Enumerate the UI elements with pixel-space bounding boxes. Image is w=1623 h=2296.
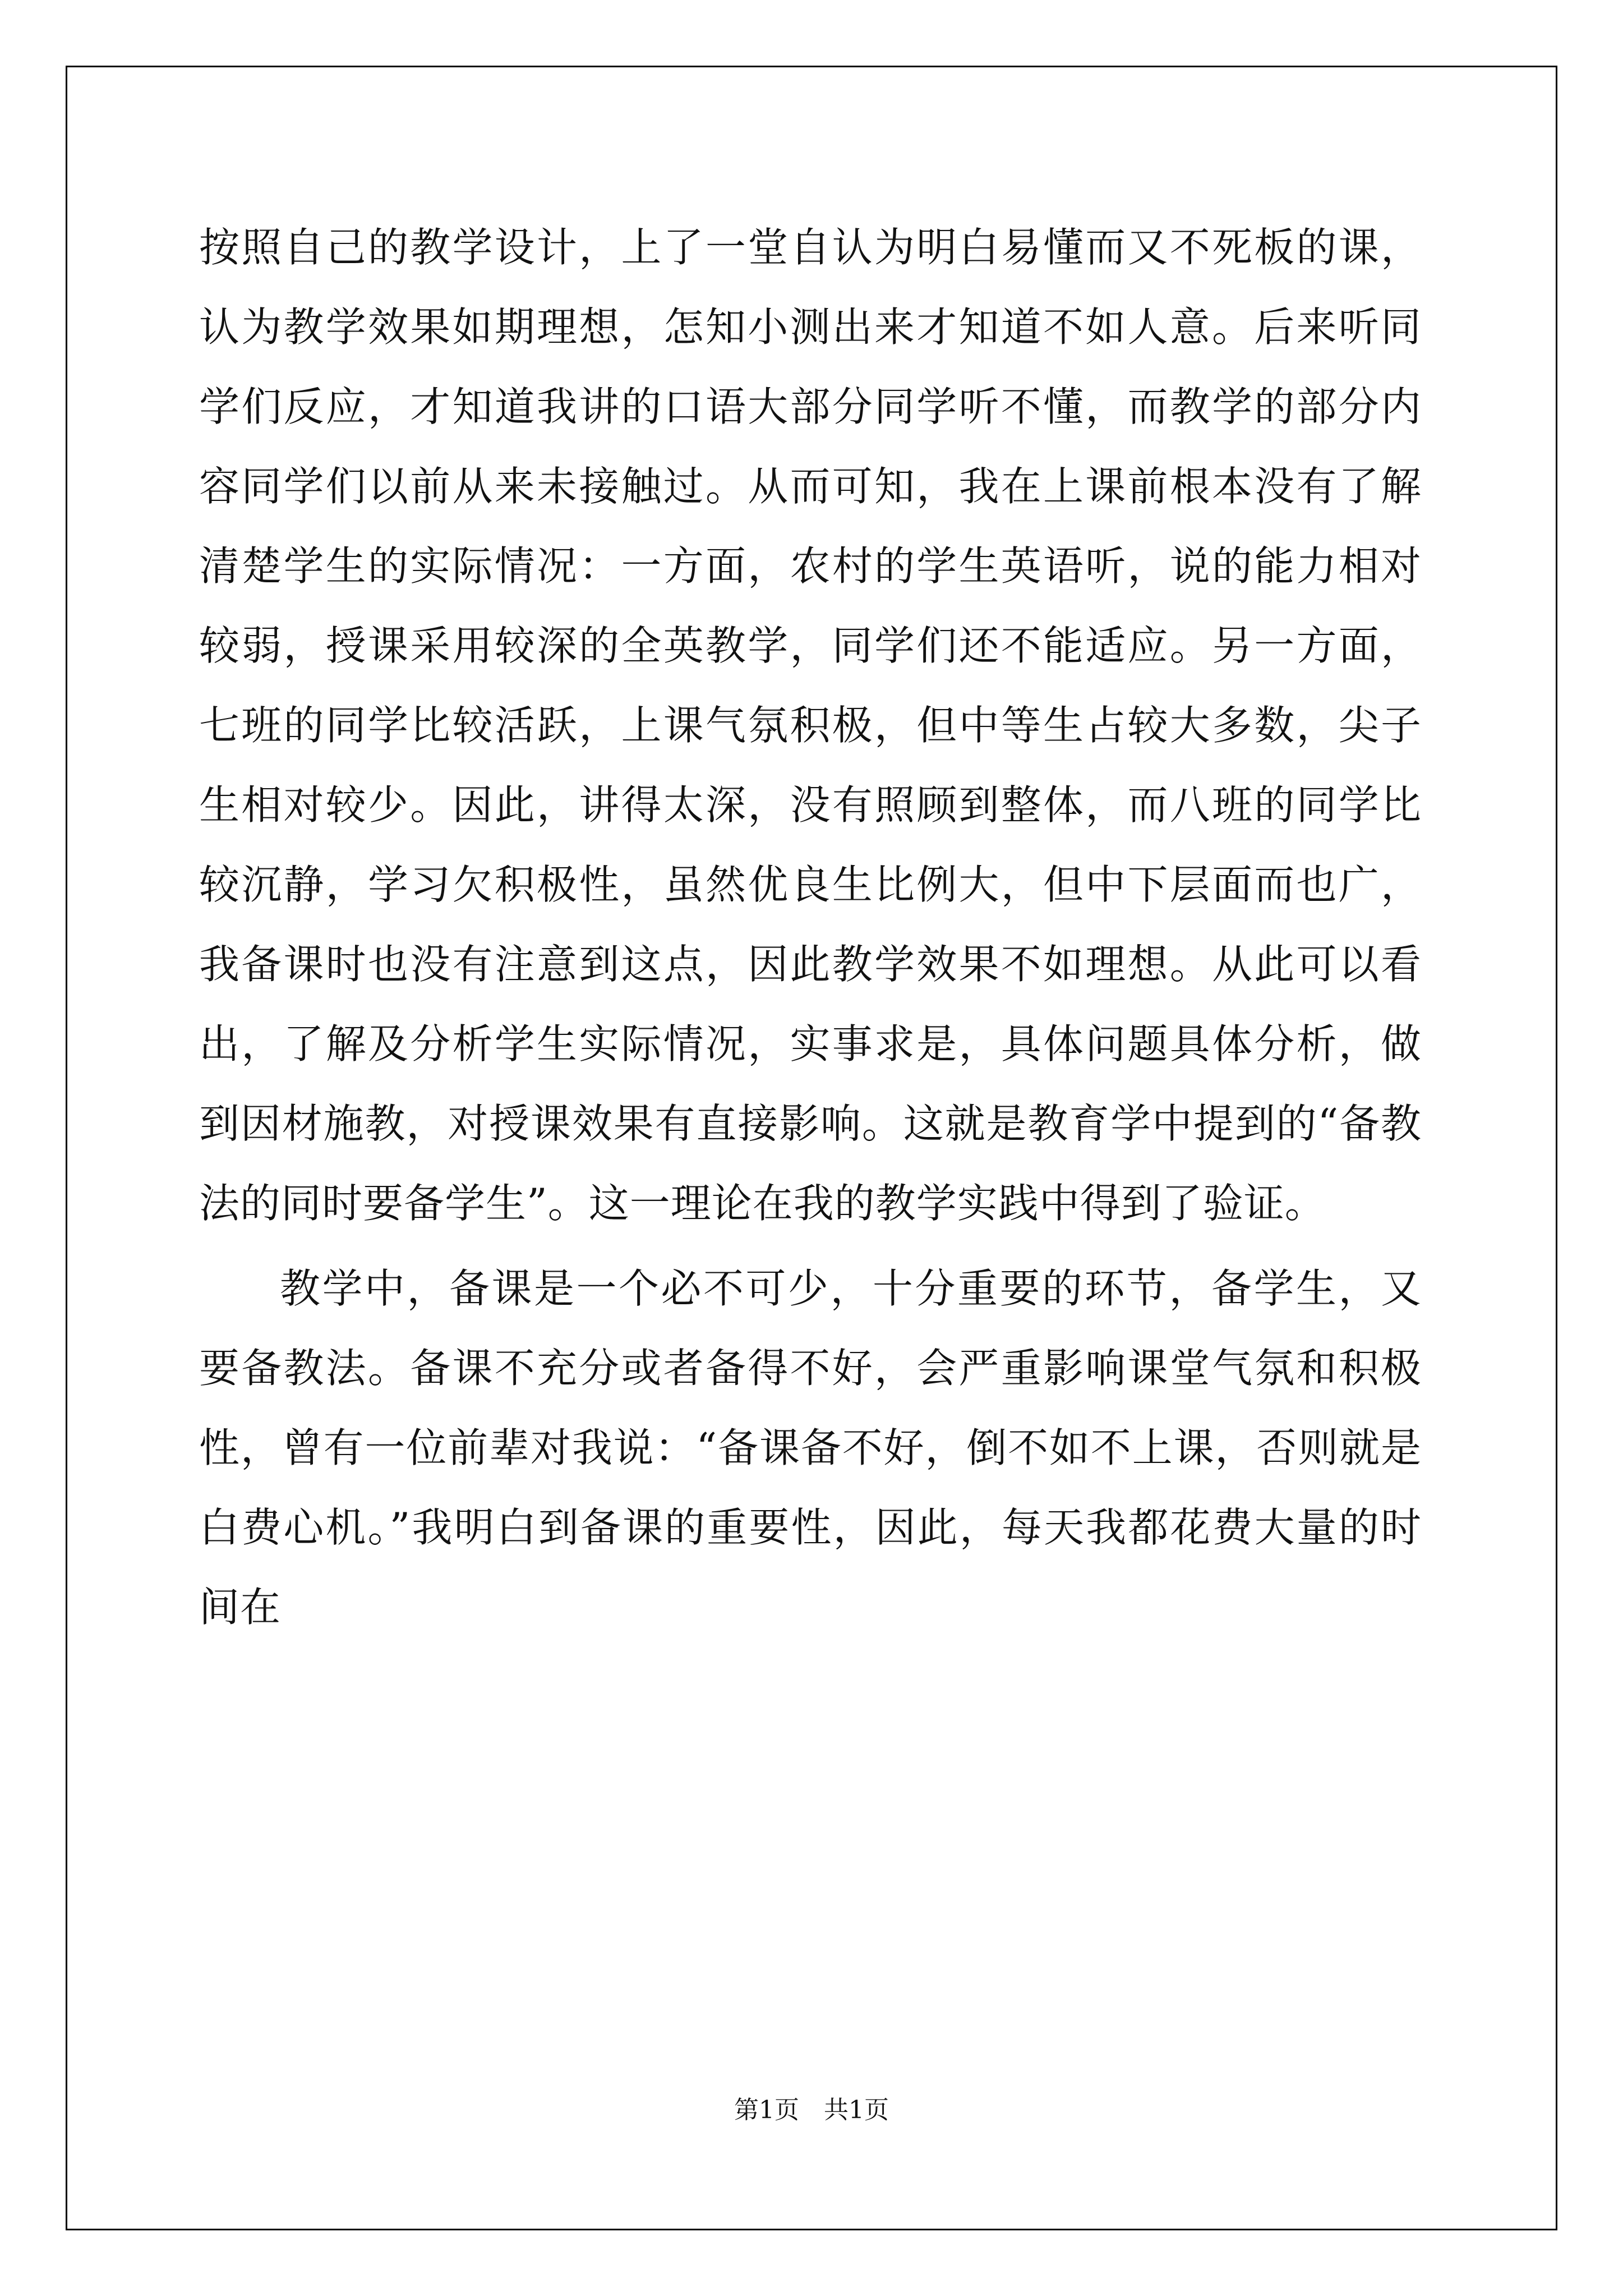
page-number-footer: 第1页 共1页 bbox=[734, 2096, 889, 2124]
paragraph-2: 教学中，备课是一个必不可少，十分重要的环节，备学生，又要备教法。备课不充分或者备得不好，会严重影响课堂气氛和积极性，曾有一位前辈对我说：“备课备不好，倒不如不上课，否则就是白费心机。”我明白到备课的重要性，因此，每天我都花费大量的时间在 bbox=[199, 1265, 1422, 1631]
paragraph-1: 按照自己的教学设计，上了一堂自认为明白易懂而又不死板的课，认为教学效果如期理想，怎知小测出来才知道不如人意。后来听同学们反应，才知道我讲的口语大部分同学听不懂，而教学的部分内容同学们以前从来未接触过。从而可知，我在上课前根本没有了解清楚学生的实际情况：一方面，农村的学生英语听，说的能力相对较弱，授课采用较深的全英教学，同学们还不能适应。另一方面，七班的同学比较活跃，上课气氛积极，但中等生占较大多数，尖子生相对较少。因此，讲得太深，没有照顾到整体，而八班的同学比较沉静，学习欠积极性，虽然优良生比例大，但中下层面而也广，我备课时也没有注意到这点，因此教学效果不如理想。从此可以看出，了解及分析学生实际情况，实事求是，具体问题具体分析，做到因材施教，对授课效果有直接影响。这就是教育学中提到的“备教法的同时要备学生”。这一理论在我的教学实践中得到了验证。 bbox=[199, 224, 1422, 1227]
document-body bbox=[199, 208, 1422, 1647]
